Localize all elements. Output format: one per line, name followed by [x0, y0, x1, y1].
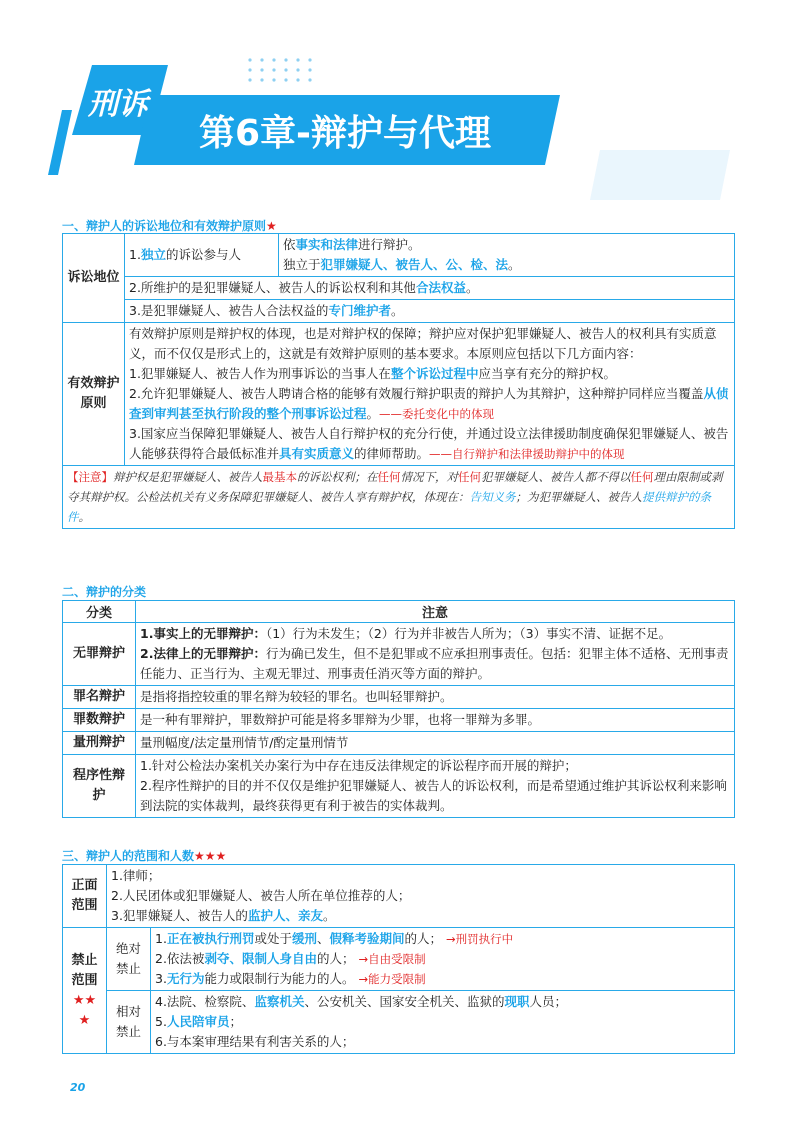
positive-scope-label: 正面范围	[63, 865, 107, 928]
eff-item-1: 1.犯罪嫌疑人、被告人作为刑事诉讼的当事人在整个诉讼过程中应当享有充分的辩护权。	[129, 366, 616, 381]
effective-defense-content	[125, 323, 735, 466]
status-row-2: 2.所维护的是犯罪嫌疑人、被告人的诉讼权利和其他合法权益。	[125, 277, 735, 300]
stars-icon: ★★★	[194, 849, 227, 863]
attention-note: 【注意】辩护权是犯罪嫌疑人、被告人最基本的诉讼权利；在任何情况下，对任何犯罪嫌疑人、被告人都不得以任何理由限制或剥夺其辩护权。公检法机关有义务保障犯罪嫌疑人、被告人享有辩护权，体现在：告知义务；为犯罪嫌疑人、被告人提供辩护的条件。	[63, 466, 735, 529]
sentence-label: 量刑辩护	[63, 732, 136, 755]
stripe-shape	[48, 110, 72, 175]
eff-intro: 有效辩护原则是辩护权的体现，也是对辩护权的保障；辩护应对保护犯罪嫌疑人、被告人的权利具有实质意义，而不仅仅是形式上的，这就是有效辩护原则的基本要求。本原则应包括以下几方面内容：	[129, 326, 717, 361]
count-label: 罪数辩护	[63, 709, 136, 732]
star-icon: ★	[266, 219, 277, 233]
innocent-label: 无罪辩护	[63, 623, 136, 686]
section-1-title	[62, 217, 277, 234]
col-header-class: 分类	[63, 601, 136, 623]
count-content: 是一种有罪辩护，罪数辩护可能是将多罪辩为少罪，也将一罪辩为多罪。	[136, 709, 735, 732]
relative-ban-label: 相对禁止	[107, 991, 151, 1054]
chapter-header	[0, 0, 800, 200]
section-2-title: 二、辩护的分类	[62, 585, 147, 599]
page-number: 20	[70, 1081, 86, 1094]
positive-scope-content: 1.律师； 2.人民团体或犯罪嫌疑人、被告人所在单位推荐的人； 3.犯罪嫌疑人、被告人的监护人、亲友。	[107, 865, 735, 928]
procedural-content: 1.针对公检法办案机关办案行为中存在违反法律规定的诉讼程序而开展的辩护； 2.程序性辩护的目的并不仅仅是维护犯罪嫌疑人、被告人的诉讼权利，而是希望通过维护其诉讼权利来影响到法院的实体裁判，最终获得更有利于被告的实体裁判。	[136, 755, 735, 818]
charge-label: 罪名辩护	[63, 686, 136, 709]
effective-defense-label: 有效辩护原则	[63, 323, 125, 466]
charge-content: 是指将指控较重的罪名辩为较轻的罪名。也叫轻罪辩护。	[136, 686, 735, 709]
star-icon: ★	[78, 1012, 91, 1028]
innocent-content: 1.事实上的无罪辩护：（1）行为未发生；（2）行为并非被告人所为；（3）事实不清、证据不足。 2.法律上的无罪辩护：行为确已发生，但不是犯罪或不应承担刑事责任。包括：犯罪主体不适格、无刑事责任能力、正当行为、主观无罪过、刑事责任消灭等方面的辩护。	[136, 623, 735, 686]
light-shape	[590, 150, 730, 200]
eff-item-3: 3.国家应当保障犯罪嫌疑人、被告人自行辩护权的充分行使，并通过设立法律援助制度确保犯罪嫌疑人、被告人能够获得符合最低标准并具有实质意义的律师帮助。——自行辩护和法律援助辩护中的体现	[129, 426, 729, 461]
sentence-content: 量刑幅度/法定量刑情节/酌定量刑情节	[136, 732, 735, 755]
status-row-1-left: 1.独立的诉讼参与人	[125, 234, 279, 277]
section-1-title-text: 一、辩护人的诉讼地位和有效辩护原则	[62, 219, 267, 233]
procedural-label: 程序性辩护	[63, 755, 136, 818]
prohibited-scope-label: 禁止范围 ★★ ★	[63, 928, 107, 1054]
status-row-3: 3.是犯罪嫌疑人、被告人合法权益的专门维护者。	[125, 300, 735, 323]
chapter-title: 第6章-辩护与代理	[199, 113, 491, 154]
status-label: 诉讼地位	[63, 234, 125, 323]
section-3-title: 三、辩护人的范围和人数★★★	[62, 849, 227, 863]
relative-ban-content: 4.法院、检察院、监察机关、公安机关、国家安全机关、监狱的现职人员； 5.人民陪审员； 6.与本案审理结果有利害关系的人；	[151, 991, 735, 1054]
col-header-note: 注意	[136, 601, 735, 623]
absolute-ban-label: 绝对禁止	[107, 928, 151, 991]
header-tag: 刑诉	[88, 87, 148, 122]
dot-pattern	[248, 58, 311, 81]
classification-table	[62, 600, 735, 818]
status-table	[62, 233, 735, 529]
status-row-1-right: 依事实和法律进行辩护。 独立于犯罪嫌疑人、被告人、公、检、法。	[279, 234, 735, 277]
stars-icon: ★★	[72, 992, 97, 1008]
absolute-ban-content: 1.正在被执行刑罚或处于缓刑、假释考验期间的人； →刑罚执行中 2.依法被剥夺、限制人身自由的人； →自由受限制 3.无行为能力或限制行为能力的人。 →能力受限制	[151, 928, 735, 991]
scope-table	[62, 864, 735, 1054]
eff-item-2: 2.允许犯罪嫌疑人、被告人聘请合格的能够有效履行辩护职责的辩护人为其辩护，这种辩护同样应当覆盖从侦查到审判甚至执行阶段的整个刑事诉讼过程。——委托变化中的体现	[129, 386, 729, 421]
